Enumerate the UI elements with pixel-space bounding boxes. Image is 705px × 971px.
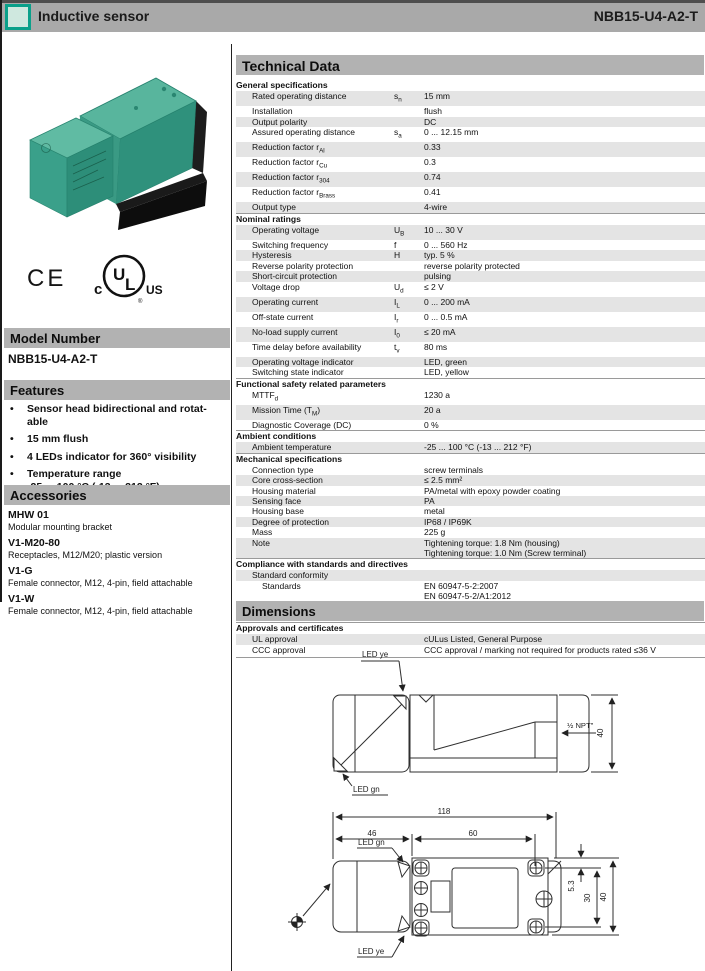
row-label: Installation: [252, 106, 293, 117]
row-symbol: [394, 172, 424, 187]
row-symbol: [394, 486, 424, 496]
feature-item: [8, 451, 226, 464]
row-value: 4-wire: [424, 202, 448, 213]
row-symbol: [394, 570, 424, 580]
row-label: Short-circuit protection: [252, 271, 338, 282]
table-row: [236, 271, 705, 281]
dim-60: 60: [468, 829, 478, 838]
row-value: 0.33: [424, 142, 441, 152]
document-model-number: NBB15-U4-A2-T: [593, 8, 698, 24]
row-value: 0.41: [424, 187, 441, 198]
row-label: Reduction factor $r_{Brass}$: [252, 187, 336, 200]
row-symbol: [394, 506, 424, 516]
table-row: [236, 157, 705, 172]
row-value: [424, 570, 705, 580]
row-label: Standard conformity: [252, 570, 329, 581]
row-value: ≤ 2.5 mm²: [424, 475, 463, 486]
row-label: Rated operating distance: [252, 91, 347, 101]
row-label: Note: [252, 537, 270, 548]
row-value: 80 ms: [424, 341, 448, 352]
row-value: 15 mm: [424, 91, 450, 101]
feature-item: [8, 433, 226, 446]
row-value: 0.74: [424, 172, 441, 183]
row-label: Output type: [252, 202, 296, 213]
table-row: [236, 91, 705, 106]
features-header: Features: [4, 380, 230, 400]
row-symbol: $I_0$: [394, 326, 400, 340]
table-row: [236, 202, 705, 212]
row-symbol: $U_d$: [394, 281, 404, 295]
row-value: LED, green: [424, 356, 467, 367]
row-label: $MTTF_d$: [252, 389, 279, 403]
header-top-stripe: [0, 0, 705, 3]
row-value: 0 ... 12.15 mm: [424, 126, 479, 137]
ul-l: L: [125, 275, 136, 294]
table-row: [236, 127, 705, 142]
table-row: [236, 297, 705, 312]
row-value: 10 ... 30 V: [424, 224, 463, 235]
row-label: Hysteresis: [252, 250, 292, 261]
table-section-header: Compliance with standards and directives: [236, 558, 705, 570]
row-label: Housing base: [252, 506, 304, 517]
dim-30: 30: [583, 893, 592, 903]
row-symbol: [394, 538, 424, 559]
row-label: Standards: [262, 580, 301, 591]
row-symbol: [394, 187, 424, 202]
row-label: Assured operating distance: [252, 126, 356, 137]
row-symbol: f: [394, 239, 397, 250]
ce-mark-icon: [26, 260, 76, 294]
row-label: Voltage drop: [252, 281, 300, 292]
row-symbol: $I_r$: [394, 311, 399, 325]
row-value: 0.3: [424, 157, 436, 168]
feature-text: Sensor head bidirectional and rotat- able: [27, 403, 207, 428]
dim-118: 118: [437, 807, 451, 816]
row-value: CCC approval / marking not required for products rated ≤36 V: [424, 644, 656, 655]
row-symbol: [394, 117, 424, 127]
feature-text: 4 LEDs indicator for 360° visibility: [27, 450, 197, 463]
row-value: reverse polarity protected: [424, 260, 520, 271]
dimensions-header: Dimensions: [236, 601, 704, 621]
row-symbol: [394, 442, 424, 452]
row-symbol: [394, 527, 424, 537]
dim-46: 46: [367, 829, 377, 838]
top-led-gn-label: LED gn: [358, 838, 385, 847]
row-label: Sensing face: [252, 496, 302, 506]
row-label: Switching state indicator: [252, 367, 344, 378]
row-label: Time delay before availability: [252, 341, 362, 352]
row-symbol: [394, 517, 424, 527]
table-row: [236, 187, 705, 202]
row-symbol: [394, 367, 424, 377]
accessory-name: V1-G: [8, 565, 33, 577]
table-row: [236, 142, 705, 157]
table-row: [236, 405, 705, 420]
row-value: Tightening torque: 1.8 Nm (housing) Tightening torque: 1.0 Nm (Screw terminal): [424, 537, 587, 559]
accessories-header: Accessories: [4, 485, 230, 505]
bullet-icon: •: [10, 468, 14, 480]
table-section-header: Nominal ratings: [236, 213, 705, 225]
row-symbol: [394, 106, 424, 116]
row-value: screw terminals: [424, 464, 484, 475]
bullet-icon: •: [10, 450, 14, 463]
table-section-header: Approvals and certificates: [236, 622, 705, 634]
dim-40-top: 40: [599, 892, 608, 902]
table-row: [236, 327, 705, 342]
row-label: Core cross-section: [252, 475, 323, 486]
table-row: [236, 225, 705, 240]
document-title: Inductive sensor: [38, 8, 150, 24]
table-row: [236, 261, 705, 271]
row-symbol: $t_v$: [394, 341, 400, 355]
row-value: EN 60947-5-2:2007 EN 60947-5-2/A1:2012: [424, 580, 511, 602]
row-value: typ. 5 %: [424, 250, 455, 261]
row-label: Off-state current: [252, 311, 314, 322]
row-label: Ambient temperature: [252, 442, 332, 453]
row-value: metal: [424, 506, 445, 517]
model-number-header: Model Number: [4, 328, 230, 348]
accessory-description: Modular mounting bracket: [8, 522, 113, 532]
technical-data-header: Technical Data: [236, 55, 704, 75]
table-row: [236, 240, 705, 250]
accessory-description: Female connector, M12, 4-pin, field attachable: [8, 578, 193, 588]
row-symbol: [394, 475, 424, 485]
row-symbol: $s_a$: [394, 126, 402, 140]
row-label: Reduction factor $r_{304}$: [252, 172, 330, 185]
table-row: [236, 538, 705, 559]
product-photo: [16, 56, 220, 234]
row-value: PA: [424, 496, 435, 506]
feature-text: Temperature range: [27, 468, 122, 480]
table-row: [236, 106, 705, 116]
row-symbol: $I_L$: [394, 296, 400, 310]
table-row: [236, 496, 705, 506]
row-value: -25 ... 100 °C (-13 ... 212 °F): [424, 442, 532, 453]
row-label: Mission Time $(T_M)$: [252, 404, 321, 418]
row-symbol: [394, 202, 424, 212]
row-symbol: [394, 465, 424, 475]
table-row: [236, 312, 705, 327]
table-row: [236, 420, 705, 430]
top-header-bar: [0, 0, 705, 32]
row-symbol: $U_B$: [394, 224, 405, 238]
row-symbol: [394, 271, 424, 281]
accessory-description: Female connector, M12, 4-pin, field attachable: [8, 606, 193, 616]
table-row: [236, 342, 705, 357]
row-label: Operating current: [252, 296, 319, 307]
row-value: LED, yellow: [424, 367, 469, 378]
technical-data-table: [236, 80, 705, 658]
row-value: 1230 a: [424, 389, 450, 400]
table-row: [236, 117, 705, 127]
culus-mark-icon: [90, 250, 165, 308]
row-symbol: [394, 261, 424, 271]
row-label: No-load supply current: [252, 326, 338, 337]
row-label: Reverse polarity protection: [252, 260, 354, 271]
row-symbol: [394, 405, 424, 420]
table-row: [236, 486, 705, 496]
dimensions-drawing: [236, 622, 705, 971]
row-value: 0 ... 200 mA: [424, 296, 470, 307]
row-value: 0 %: [424, 419, 439, 430]
row-label: Operating voltage: [252, 224, 320, 235]
row-value: pulsing: [424, 271, 451, 282]
table-row: [236, 570, 705, 580]
row-value: 20 a: [424, 404, 441, 415]
npt-thread-label: ½ NPT": [567, 721, 594, 730]
accessory-item: [8, 509, 226, 533]
accessory-name: V1-W: [8, 593, 35, 605]
row-symbol: [394, 157, 424, 172]
table-row: [236, 442, 705, 452]
top-led-ye-label: LED ye: [358, 947, 385, 956]
row-symbol: [394, 390, 424, 405]
ce-text: CE: [27, 265, 67, 292]
ul-registered: ®: [138, 299, 143, 305]
row-label: Diagnostic Coverage (DC): [252, 419, 352, 430]
row-label: Reduction factor $r_{Cu}$: [252, 157, 328, 170]
ul-u: U: [113, 265, 126, 284]
table-section-header: Functional safety related parameters: [236, 378, 705, 390]
accessory-name: MHW 01: [8, 509, 49, 521]
ul-us: US: [146, 283, 163, 297]
accessory-name: V1-M20-80: [8, 537, 60, 549]
table-row: [236, 250, 705, 260]
table-section-header: Ambient conditions: [236, 430, 705, 442]
dim-5-3: 5.3: [567, 880, 576, 892]
table-section-header: General specifications: [236, 80, 328, 90]
model-number-value: NBB15-U4-A2-T: [8, 352, 98, 366]
ul-c: c: [94, 281, 103, 298]
sensing-face-target-icon: [288, 884, 330, 931]
row-value: ≤ 20 mA: [424, 326, 456, 337]
row-symbol: [394, 420, 424, 430]
row-symbol: [394, 496, 424, 506]
row-value: DC: [424, 116, 437, 127]
accessory-item: [8, 593, 226, 617]
table-row: [236, 506, 705, 516]
brand-square-icon: [5, 4, 31, 30]
row-label: Output polarity: [252, 116, 308, 127]
row-value: cULus Listed, General Purpose: [424, 634, 543, 645]
features-list: [8, 403, 226, 498]
table-row: [236, 465, 705, 475]
accessory-item: [8, 537, 226, 561]
row-label: UL approval: [252, 634, 298, 645]
feature-item: [8, 403, 226, 428]
row-value: PA/metal with epoxy powder coating: [424, 485, 561, 496]
page-left-border: [0, 0, 2, 602]
bullet-icon: •: [10, 433, 14, 445]
side-led-ye-label: LED ye: [362, 650, 389, 659]
accessory-description: Receptacles, M12/M20; plastic version: [8, 550, 163, 560]
accessory-item: [8, 565, 226, 589]
accessories-list: [8, 509, 226, 621]
table-row: [236, 172, 705, 187]
table-row: [236, 367, 705, 377]
table-row: [236, 390, 705, 405]
row-label: Switching frequency: [252, 239, 329, 250]
row-label: Connection type: [252, 464, 314, 475]
side-led-gn-label: LED gn: [353, 785, 380, 794]
column-divider-line: [231, 44, 232, 971]
table-section-header: Mechanical specifications: [236, 453, 705, 465]
row-value: 0 ... 0.5 mA: [424, 311, 468, 322]
feature-text: 15 mm flush: [27, 433, 89, 445]
row-label: Mass: [252, 527, 273, 538]
row-value: 0 ... 560 Hz: [424, 239, 468, 250]
row-label: CCC approval: [252, 644, 306, 655]
row-label: Degree of protection: [252, 516, 330, 527]
row-value: 225 g: [424, 527, 446, 538]
row-value: ≤ 2 V: [424, 281, 444, 292]
table-row: [236, 282, 705, 297]
row-symbol: H: [394, 250, 401, 261]
table-row: [236, 527, 705, 537]
row-symbol: [394, 357, 424, 367]
row-symbol: [394, 142, 424, 157]
table-row: [236, 517, 705, 527]
row-label: Reduction factor $r_{Al}$: [252, 142, 325, 155]
row-symbol: $s_n$: [394, 91, 402, 104]
row-label: Operating voltage indicator: [252, 356, 354, 367]
table-row: [236, 357, 705, 367]
row-value: flush: [424, 106, 442, 117]
row-value: IP68 / IP69K: [424, 516, 472, 527]
dim-40-side: 40: [596, 728, 605, 738]
row-label: Housing material: [252, 485, 316, 496]
bullet-icon: •: [10, 403, 14, 415]
table-row: [236, 475, 705, 485]
